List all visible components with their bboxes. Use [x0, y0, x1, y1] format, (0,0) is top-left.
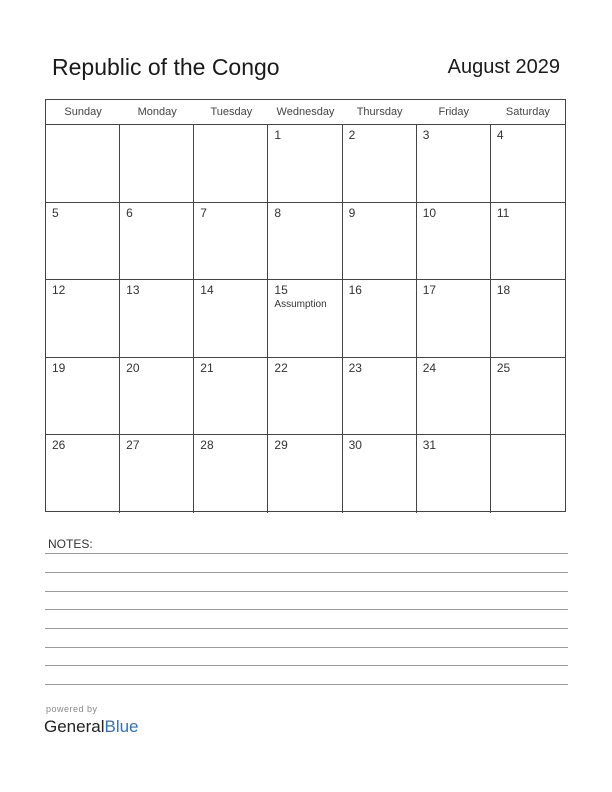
week-row — [46, 358, 565, 436]
day-number: 17 — [422, 283, 437, 298]
day-cell — [417, 203, 491, 280]
day-number: 3 — [422, 128, 430, 142]
day-number: 5 — [52, 205, 59, 220]
day-cell — [120, 435, 194, 513]
notes-line — [45, 665, 568, 666]
notes-line — [45, 609, 568, 610]
day-number: 19 — [52, 360, 66, 375]
day-cell — [343, 358, 417, 435]
notes-line — [45, 591, 568, 592]
day-cell — [343, 125, 417, 202]
day-number: 18 — [496, 283, 511, 298]
day-cell — [194, 280, 268, 357]
day-number: 27 — [126, 438, 140, 453]
day-number: 4 — [496, 128, 504, 142]
day-number: 2 — [348, 128, 356, 142]
day-number: 29 — [274, 438, 288, 453]
day-number: 6 — [126, 205, 133, 220]
day-cell — [491, 358, 565, 435]
day-cell — [46, 358, 120, 435]
day-number: 7 — [200, 205, 207, 220]
week-row — [46, 203, 565, 281]
day-cell — [343, 280, 417, 357]
day-cell — [491, 280, 565, 357]
day-cell — [491, 435, 565, 513]
day-cell — [120, 125, 194, 202]
notes-line — [45, 572, 568, 573]
day-number: 22 — [274, 360, 288, 375]
day-number: 20 — [126, 360, 140, 375]
day-cell — [120, 203, 194, 280]
day-cell — [343, 203, 417, 280]
day-number: 23 — [348, 360, 362, 375]
day-number: 30 — [348, 438, 362, 453]
notes-line — [45, 553, 568, 554]
day-cell — [268, 125, 342, 202]
brand-general: General — [44, 717, 105, 736]
day-cell — [417, 358, 491, 435]
day-cell — [417, 125, 491, 202]
weekday-tuesday: Tuesday — [210, 106, 253, 118]
day-number: 31 — [422, 438, 437, 453]
day-cell — [194, 125, 268, 202]
day-cell — [417, 435, 491, 513]
day-number: 16 — [348, 283, 362, 298]
weekday-saturday: Saturday — [505, 106, 550, 118]
week-row — [46, 125, 565, 203]
day-cell — [46, 125, 120, 202]
day-cell — [268, 280, 342, 357]
day-number: 10 — [422, 205, 437, 220]
notes-line — [45, 628, 568, 629]
day-cell — [194, 358, 268, 435]
page-title: Republic of the Congo — [52, 54, 280, 80]
notes-label: NOTES: — [48, 537, 93, 551]
day-number: 12 — [52, 283, 66, 298]
day-cell — [46, 203, 120, 280]
day-number: 8 — [274, 205, 282, 220]
week-row — [46, 280, 565, 358]
week-row — [46, 435, 565, 513]
day-cell — [417, 280, 491, 357]
day-cell — [120, 280, 194, 357]
weekday-monday: Monday — [137, 106, 177, 118]
day-number: 15 — [274, 283, 288, 298]
notes-line — [45, 684, 568, 685]
weekday-friday: Friday — [438, 106, 470, 118]
notes-line — [45, 647, 568, 648]
day-number: 13 — [126, 283, 140, 298]
powered-by-text: powered by — [46, 704, 98, 714]
day-cell — [268, 203, 342, 280]
day-cell — [46, 435, 120, 513]
day-number: 9 — [348, 205, 356, 220]
brand-blue: Blue — [104, 717, 139, 736]
weekday-thursday: Thursday — [356, 106, 403, 118]
day-number: 11 — [496, 205, 510, 220]
month-label: August 2029 — [447, 56, 560, 78]
day-cell — [343, 435, 417, 513]
day-cell — [491, 203, 565, 280]
day-cell — [46, 280, 120, 357]
weekday-wednesday: Wednesday — [276, 106, 335, 118]
day-cell — [194, 203, 268, 280]
day-number: 24 — [422, 360, 437, 375]
day-cell — [120, 358, 194, 435]
day-number: 21 — [200, 360, 214, 375]
day-cell — [194, 435, 268, 513]
holiday-label: Assumption — [274, 299, 327, 311]
day-cell — [268, 435, 342, 513]
day-cell — [268, 358, 342, 435]
day-cell — [491, 125, 565, 202]
day-number: 26 — [52, 438, 66, 453]
weekday-sunday: Sunday — [64, 106, 102, 118]
day-number: 25 — [496, 360, 511, 375]
day-number: 14 — [200, 283, 214, 298]
calendar-grid — [45, 99, 566, 512]
day-number: 1 — [274, 128, 282, 142]
weekday-header-row — [46, 100, 565, 125]
brand-logo — [44, 717, 139, 737]
day-number: 28 — [200, 438, 214, 453]
